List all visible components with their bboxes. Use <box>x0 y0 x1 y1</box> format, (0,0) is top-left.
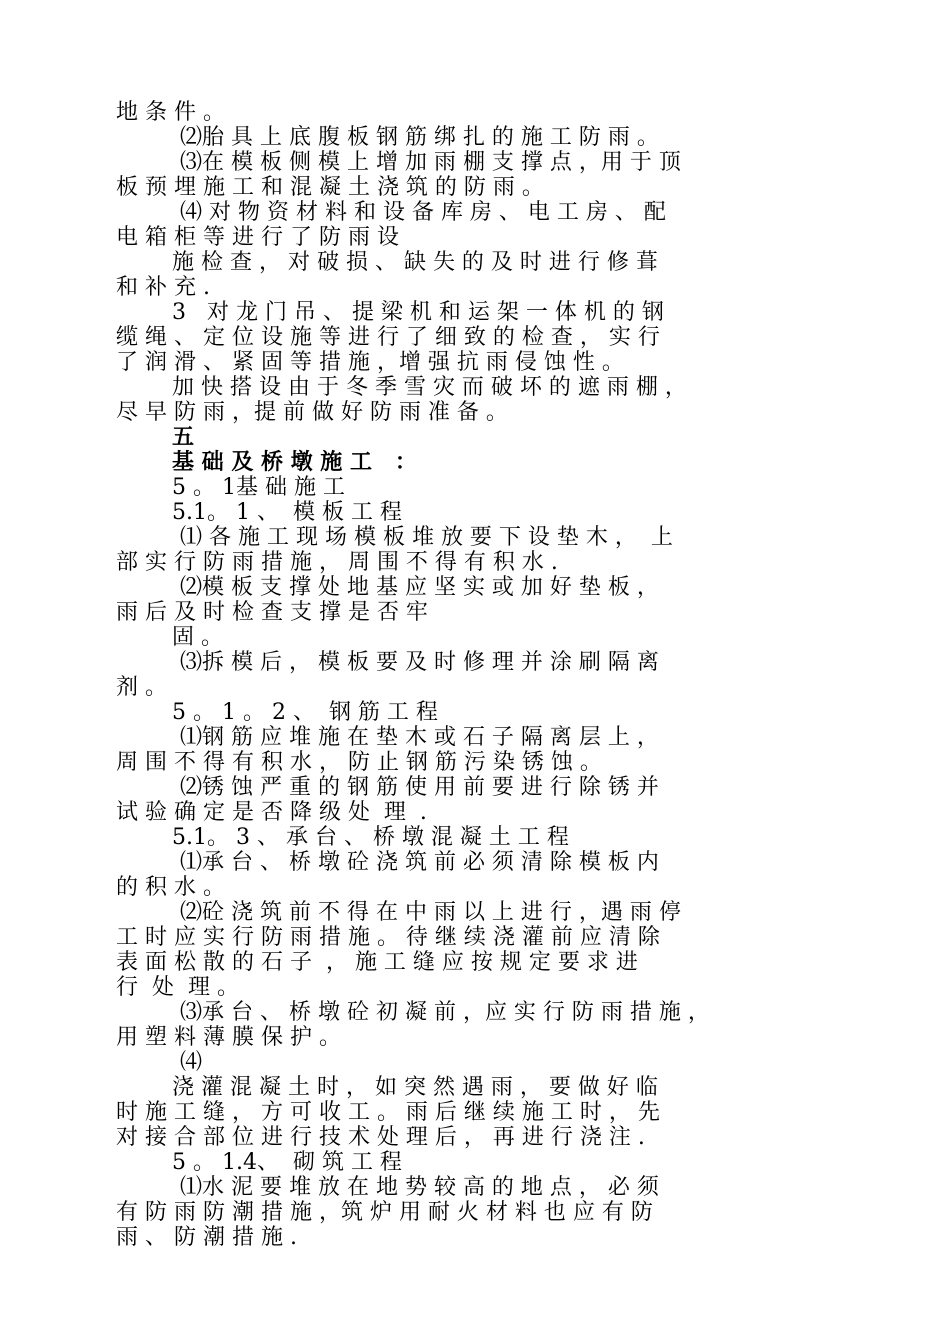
text-line: ⑴水 泥 要 堆 放 在 地 势 较 高 的 地 点 ， 必 须 <box>180 1175 659 1200</box>
text-line: 电 箱 柜 等 进 行 了 防 雨 设 <box>116 225 399 250</box>
text-line: 了 润 滑 、 紧 固 等 措 施 ，增 强 抗 雨 侵 蚀 性 。 <box>116 350 624 375</box>
text-line: 部 实 行 防 雨 措 施 ， 周 围 不 得 有 积 水 . <box>116 550 558 575</box>
text-line: ⑵模 板 支 撑 处 地 基 应 坚 实 或 加 好 垫 板 ， <box>180 575 659 600</box>
subsection-heading: 5.1。 1 、 模 板 工 程 <box>172 500 402 525</box>
text-line: 和 补 充 . <box>116 275 210 300</box>
section-number: 五 <box>172 425 195 450</box>
text-line: ⑶承 台 、 桥 墩 砼 初 凝 前 ，应 实 行 防 雨 措 施 ， <box>180 1000 710 1025</box>
text-line: 缆 绳 、 定 位 设 施 等 进 行 了 细 致 的 检 查 ， 实 行 <box>116 325 660 350</box>
text-line: ⑴ 各 施 工 现 场 模 板 堆 放 要 下 设 垫 木 ， 上 <box>180 525 673 550</box>
text-line: 3 对 龙 门 吊 、 提 梁 机 和 运 架 一 体 机 的 钢 <box>172 300 664 325</box>
text-line: ⑴承 台 、 桥 墩 砼 浇 筑 前 必 须 清 除 模 板 内 <box>180 850 659 875</box>
text-line: 地 条 件 。 <box>116 100 225 125</box>
text-line: 试 验 确 定 是 否 降 级 处 理 . <box>116 800 427 825</box>
text-line: 表 面 松 散 的 石 子 ， 施 工 缝 应 按 规 定 要 求 进 <box>116 950 638 975</box>
text-line: 行 处 理 。 <box>116 975 239 1000</box>
text-line: ⑶拆 模 后 ， 模 板 要 及 时 修 理 并 涂 刷 隔 离 <box>180 650 659 675</box>
text-line: 有 防 雨 防 潮 措 施 ，筑 炉 用 耐 火 材 料 也 应 有 防 <box>116 1200 653 1225</box>
text-line: 浇 灌 混 凝 土 时 ， 如 突 然 遇 雨 ， 要 做 好 临 <box>172 1075 658 1100</box>
text-line: 施 检 查 ， 对 破 损 、 缺 失 的 及 时 进 行 修 葺 <box>172 250 658 275</box>
text-line: ⑵胎 具 上 底 腹 板 钢 筋 绑 扎 的 施 工 防 雨 。 <box>180 125 659 150</box>
text-line: 的 积 水 。 <box>116 875 225 900</box>
text-line: 周 围 不 得 有 积 水 ， 防 止 钢 筋 污 染 锈 蚀 。 <box>116 750 602 775</box>
text-line: 板 预 埋 施 工 和 混 凝 土 浇 筑 的 防 雨 。 <box>116 175 544 200</box>
text-line: 雨 、 防 潮 措 施 . <box>116 1225 297 1250</box>
text-line: 尽 早 防 雨 ，提 前 做 好 防 雨 准 备 。 <box>116 400 508 425</box>
text-line: ⑵锈 蚀 严 重 的 钢 筋 使 用 前 要 进 行 除 锈 并 <box>180 775 659 800</box>
text-line: 时 施 工 缝 ， 方 可 收 工 。 雨 后 继 续 施 工 时 ， 先 <box>116 1100 660 1125</box>
section-heading: 基 础 及 桥 墩 施 工 ： <box>172 450 417 475</box>
text-line: 雨 后 及 时 检 查 支 撑 是 否 牢 <box>116 600 428 625</box>
subsection-heading: 5 。 1.4、 砌 筑 工 程 <box>172 1150 402 1175</box>
subsection-heading: 5.1。 3 、 承 台 、 桥 墩 混 凝 土 工 程 <box>172 825 569 850</box>
text-line: ⑶在 模 板 侧 模 上 增 加 雨 棚 支 撑 点 ，用 于 顶 <box>180 150 681 175</box>
text-line: 加 快 搭 设 由 于 冬 季 雪 灾 而 破 坏 的 遮 雨 棚 ， <box>172 375 687 400</box>
text-line: 用 塑 料 薄 膜 保 护 。 <box>116 1025 341 1050</box>
text-line: 剂 。 <box>116 675 167 700</box>
subsection-heading: 5 。 1 。 2 、 钢 筋 工 程 <box>172 700 438 725</box>
text-line: 工 时 应 实 行 防 雨 措 施 。 待 继 续 浇 灌 前 应 清 除 <box>116 925 660 950</box>
text-line: 固 。 <box>172 625 223 650</box>
text-line: ⑵砼 浇 筑 前 不 得 在 中 雨 以 上 进 行 ，遇 雨 停 <box>180 900 681 925</box>
text-line: ⑴钢 筋 应 堆 施 在 垫 木 或 石 子 隔 离 层 上 ， <box>180 725 659 750</box>
text-line: ⑷ <box>180 1050 203 1075</box>
subsection-heading: 5 。 1基 础 施 工 <box>172 475 345 500</box>
text-line: ⑷ 对 物 资 材 料 和 设 备 库 房 、 电 工 房 、 配 <box>180 200 666 225</box>
text-line: 对 接 合 部 位 进 行 技 术 处 理 后 ， 再 进 行 浇 注 . <box>116 1125 645 1150</box>
